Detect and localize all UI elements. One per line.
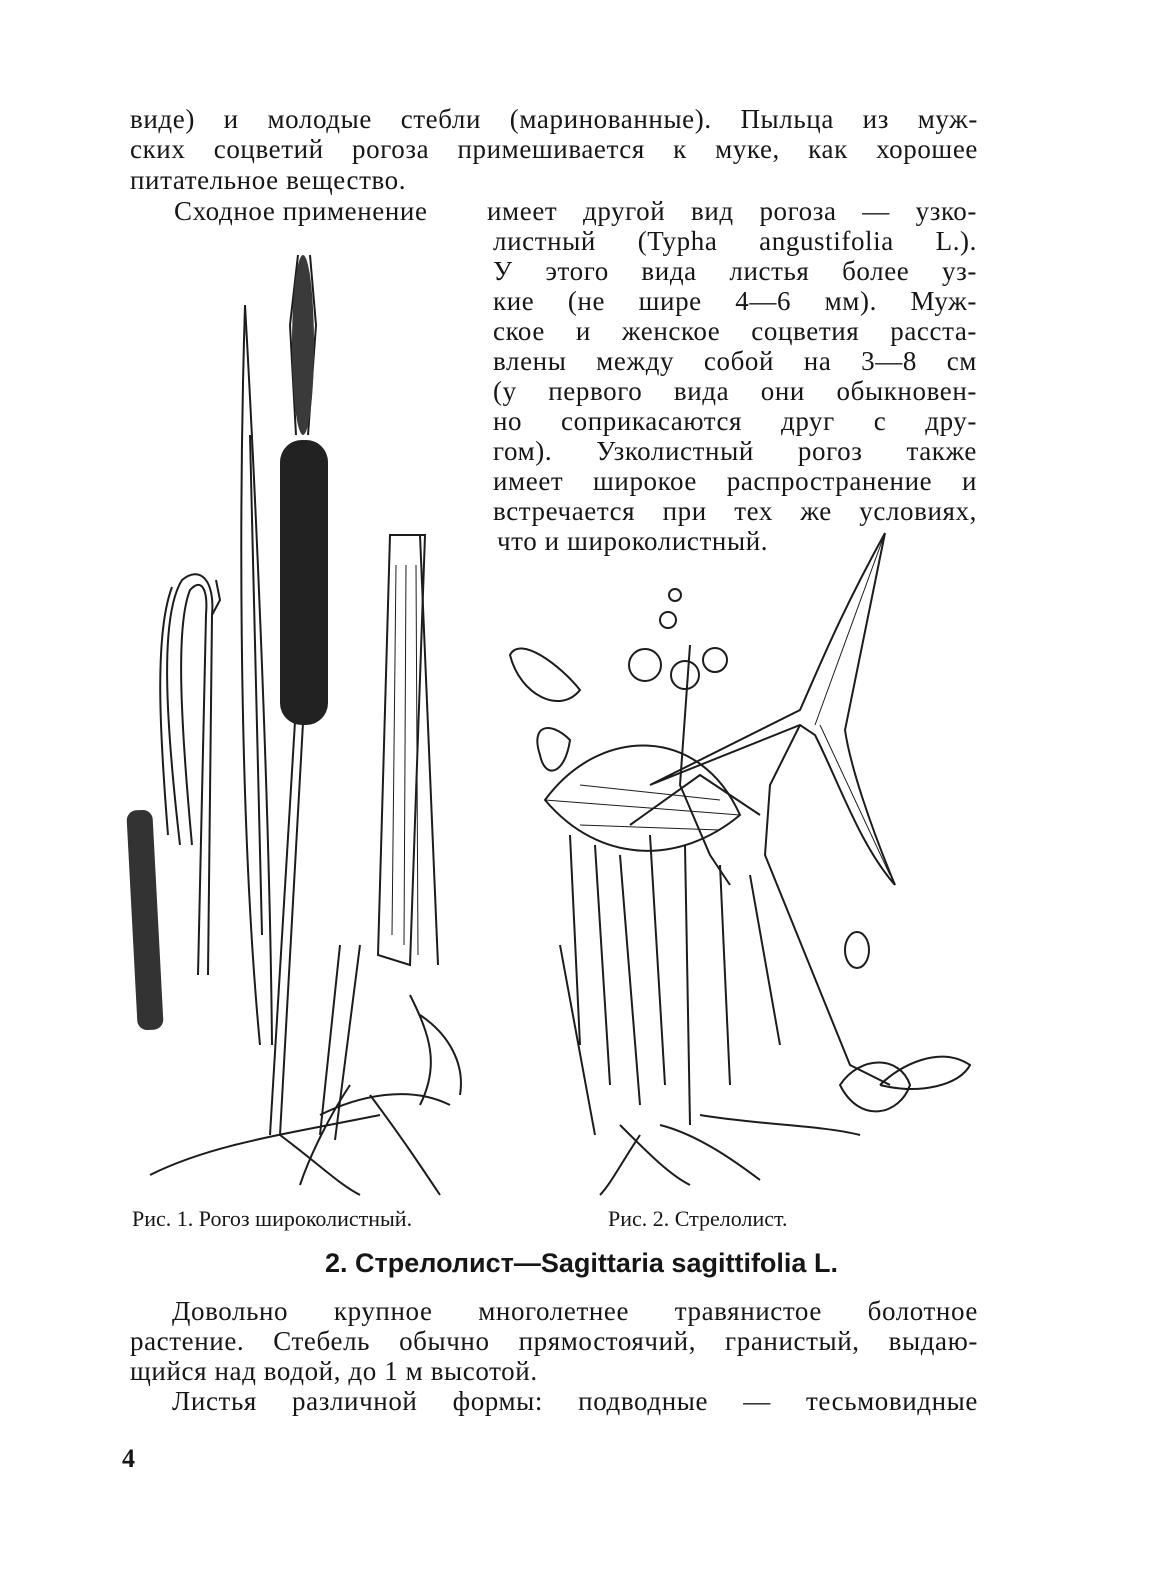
- wrap-line-4: кие (не шире 4—6 мм). Муж-: [493, 286, 977, 316]
- wrap-line-8: но соприкасаются друг с дру-: [493, 406, 977, 436]
- figure-2-caption: Рис. 2. Стрелолист.: [608, 1206, 788, 1231]
- body-line-3: щийся над водой, до 1 м высотой.: [130, 1356, 538, 1386]
- wrap-line-6: влены между собой на 3—8 см: [493, 346, 977, 376]
- wrap-first-left: Сходное применение: [174, 196, 428, 226]
- wrap-line-10: имеет широкое распространение и: [493, 466, 977, 496]
- wrap-line-9: гом). Узколистный рогоз также: [493, 436, 977, 466]
- wrap-line-7: (у первого вида они обыкновен-: [493, 376, 977, 406]
- wrap-line-11: встречается при тех же условиях,: [493, 496, 977, 526]
- body-line-1: Довольно крупное многолетнее травянистое болотное: [172, 1296, 978, 1326]
- intro-line-2: ских соцветий рогоза примешивается к муке, как хорошее: [130, 134, 978, 164]
- wrap-line-5: ское и женское соцветия расста-: [493, 316, 977, 346]
- figure-2-arrowhead-illustration: [500, 525, 1000, 1200]
- wrap-line-12: что и широколистный.: [497, 526, 769, 556]
- wrap-line-2: листный (Typha angustifolia L.).: [493, 226, 977, 256]
- figure-1-cattail-illustration: [120, 235, 480, 1200]
- intro-line-3: питательное вещество.: [130, 165, 407, 195]
- wrap-line-3: У этого вида листья более уз-: [493, 256, 977, 286]
- figure-1-caption: Рис. 1. Рогоз широколистный.: [132, 1206, 413, 1231]
- section-heading: 2. Стрелолист—Sagittaria sagittifolia L.: [325, 1248, 838, 1278]
- body-line-2: растение. Стебель обычно прямостоячий, гранистый, выдаю-: [130, 1326, 978, 1356]
- page-number: 4: [122, 1444, 135, 1473]
- body-line-4: Листья различной формы: подводные — тесьмовидные: [172, 1386, 978, 1416]
- intro-line-1: виде) и молодые стебли (маринованные). Пыльца из муж-: [130, 104, 978, 134]
- wrap-line-1: имеет другой вид рогоза — узко-: [487, 196, 977, 226]
